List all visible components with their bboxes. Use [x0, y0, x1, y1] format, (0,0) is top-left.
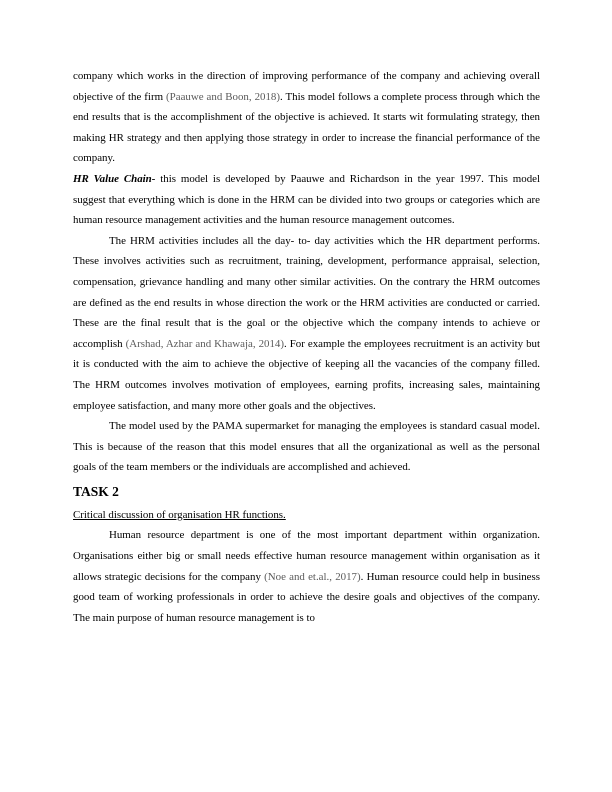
citation-noe: (Noe and et.al., 2017): [264, 570, 361, 583]
document-page: [73, 66, 540, 628]
section-subheading: Critical discussion of organisation HR functions.: [73, 508, 286, 521]
citation-paauwe-boon: (Paauwe and Boon, 2018): [166, 90, 280, 103]
paragraph-text: . This model follows a complete process through which the end results that is the accomplishment of the objective is achieved. It starts wit formulating strategy, then making HR strategy and then applying those strategy in order to increase the financial performance of the company.: [73, 90, 540, 165]
paragraph-pama-model: [73, 416, 540, 478]
paragraph-model-intro: [73, 66, 540, 169]
paragraph-text: company which works in the direction of improving performance of the company and achieving overall objective of the firm: [73, 70, 540, 103]
task-heading: TASK 2: [73, 483, 119, 499]
paragraph-hr-value-chain: [73, 169, 540, 231]
paragraph-text: . Human resource could help in business good team of working professionals in order to achieve the desire goals and objectives of the company. The main purpose of human resource management is to: [73, 570, 540, 624]
citation-arshad: (Arshad, Azhar and Khawaja, 2014): [125, 337, 284, 350]
paragraph-text: The model used by the PAMA supermarket for managing the employees is standard casual model. This is because of the reason that this model ensures that all the organizational as well as the personal goals of the team members or the individuals are accomplished and achieved.: [73, 420, 540, 474]
paragraph-text: Human resource department is one of the most important department within organization. Organisations either big or small needs effective human resource management within organisation as it allows strategic decisions for the company: [73, 529, 540, 583]
paragraph-text: . For example the employees recruitment is an activity but it is conducted with the aim to achieve the objective of keeping all the vacancies of the company filled. The HRM outcomes involves motivation of employees, earning profits, increasing sales, maintaining employee satisfaction, and many more other goals and the objectives.: [73, 337, 540, 412]
paragraph-hrm-activities: [73, 231, 540, 416]
paragraph-hr-department: [73, 525, 540, 628]
paragraph-text: this model is developed by Paauwe and Richardson in the year 1997. This model suggest that everything which is done in the HRM can be divided into two groups or categories which are human resource management activities and the human resource management outcomes.: [73, 172, 540, 227]
paragraph-text: The HRM activities includes all the day- to- day activities which the HR department performs. These involves activities such as recruitment, training, development, performance appraisal, selection, compensation, grievance handling and many other similar activities. On the contrary the HRM outcomes are defined as the end results in whose direction the work or the HRM activities are conducted or carried. These are the final result that is the goal or the objective which the company intends to achieve or accomplish: [73, 234, 540, 350]
term-hr-value-chain: HR Value Chain-: [73, 172, 156, 185]
